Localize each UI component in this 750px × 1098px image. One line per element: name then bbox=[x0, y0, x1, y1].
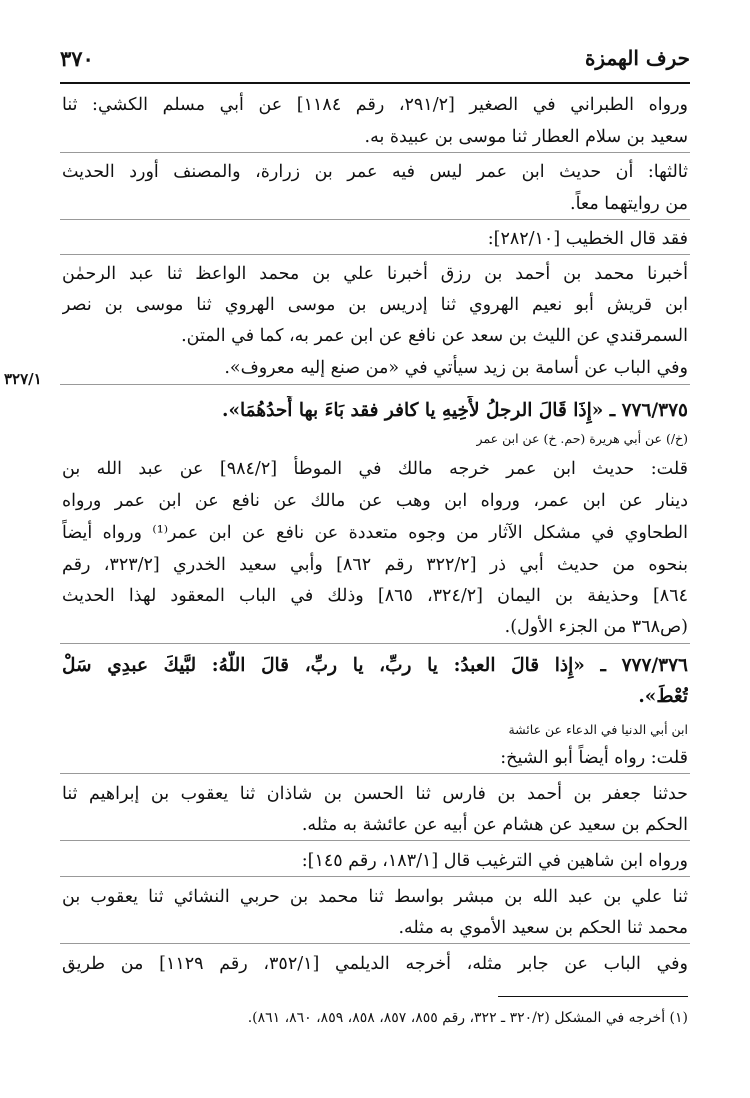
text-line: وفي الباب عن جابر مثله، أخرجه الديلمي [٣٥٢/١، رقم ١١٢٩] من طريق bbox=[62, 954, 688, 974]
page-number: ٣٧٠ bbox=[60, 46, 94, 71]
paragraph-divider bbox=[60, 943, 690, 944]
text-line: سعيد بن سلام العطار ثنا موسى بن عبيدة به. bbox=[364, 127, 688, 147]
text-line: ورواه ابن شاهين في الترغيب قال [١٨٣/١، رقم ١٤٥]: bbox=[301, 851, 688, 871]
text-line: ثالثها: أن حديث ابن عمر ليس فيه عمر بن زرارة، والمصنف أورد الحديث bbox=[62, 162, 688, 182]
text-line: السمرقندي عن الليث بن سعد عن نافع عن ابن عمر به، كما في المتن. bbox=[181, 326, 688, 346]
text-line: دينار عن ابن عمر، ورواه ابن وهب عن مالك عن نافع عن ابن عمر ورواه bbox=[62, 491, 688, 511]
text-line: ابن قريش أبو نعيم الهروي ثنا إدريس بن موسى الهروي ثنا موسى بن نصر bbox=[62, 295, 688, 315]
text-line: محمد ثنا الحكم بن سعيد الأموي به مثله. bbox=[398, 918, 688, 938]
text-line: ٨٦٤] وحذيفة بن اليمان [٣٢٤/٢، ٨٦٥] وذلك في الباب المعقود لهذا الحديث bbox=[62, 586, 688, 606]
hadith-heading: ٧٧٧/٣٧٦ ـ «إِذا قالَ العبدُ: يا ربِّ، يا ربِّ، قالَ اللَّهُ: لبَّيكَ عبدِي سَلْ bbox=[62, 655, 688, 676]
page-header bbox=[60, 38, 690, 84]
text-line: أخبرنا محمد بن أحمد بن رزق أخبرنا علي بن محمد الواعظ ثنا عبد الرحمٰن bbox=[62, 264, 688, 284]
text-line: ورواه الطبراني في الصغير [٢٩١/٢، رقم ١١٨٤] عن أبي مسلم الكشي: ثنا bbox=[62, 95, 688, 115]
paragraph-divider bbox=[60, 876, 690, 877]
hadith-source: (خ/) عن أبي هريرة (حم. خ) عن ابن عمر bbox=[476, 431, 688, 446]
paragraph-divider bbox=[60, 840, 690, 841]
text-line: حدثنا جعفر بن أحمد بن فارس ثنا الحسن بن شاذان ثنا يعقوب بن إبراهيم ثنا bbox=[62, 784, 688, 804]
hadith-heading-cont: تُعْطَ». bbox=[638, 686, 688, 707]
paragraph-divider bbox=[60, 152, 690, 153]
text-line: (ص٣٦٨ من الجزء الأول). bbox=[504, 617, 688, 637]
text-line: الحكم بن سعيد عن هشام عن أبيه عن عائشة به مثله. bbox=[301, 815, 688, 835]
margin-reference: ٣٢٧/١ bbox=[4, 370, 42, 388]
hadith-heading: ٧٧٦/٣٧٥ ـ «إِذَا قَالَ الرجلُ لأَخِيهِ يا كافر فقد بَاءَ بها أَحدُهُمَا». bbox=[222, 400, 688, 421]
text-line: قلت: رواه أيضاً أبو الشيخ: bbox=[500, 748, 688, 768]
paragraph-divider bbox=[60, 384, 690, 385]
text-line: ثنا علي بن عبد الله بن مبشر بواسط ثنا محمد بن حربي النشائي ثنا يعقوب بن bbox=[62, 887, 688, 907]
paragraph-divider bbox=[60, 219, 690, 220]
text-line: فقد قال الخطيب [٢٨٢/١٠]: bbox=[487, 229, 688, 249]
text-line: وفي الباب عن أسامة بن زيد سيأتي في «من صنع إليه معروف». bbox=[224, 358, 688, 378]
paragraph-divider bbox=[60, 254, 690, 255]
footnote: (١) أخرجه في المشكل (٣٢٠/٢ ـ ٣٢٢، رقم ٨٥٥، ٨٥٧، ٨٥٨، ٨٥٩، ٨٦٠، ٨٦١). bbox=[247, 1010, 688, 1026]
text-line: قلت: حديث ابن عمر خرجه مالك في الموطأ [٩٨٤/٢] عن عبد الله بن bbox=[62, 459, 688, 479]
text-line: بنحوه من حديث أبي ذر [٣٢٢/٢ رقم ٨٦٢] وأبي سعيد الخدري [٣٢٣/٢، رقم bbox=[62, 555, 688, 575]
paragraph-divider bbox=[60, 643, 690, 644]
footnote-rule bbox=[498, 996, 688, 997]
chapter-title: حرف الهمزة bbox=[584, 46, 690, 70]
hadith-source: ابن أبي الدنيا في الدعاء عن عائشة bbox=[508, 722, 688, 737]
text-line: الطحاوي في مشكل الآثار من وجوه متعددة عن نافع عن ابن عمر⁽¹⁾ ورواه أيضاً bbox=[62, 523, 688, 543]
paragraph-divider bbox=[60, 773, 690, 774]
text-line: من روايتهما معاً. bbox=[570, 194, 688, 214]
